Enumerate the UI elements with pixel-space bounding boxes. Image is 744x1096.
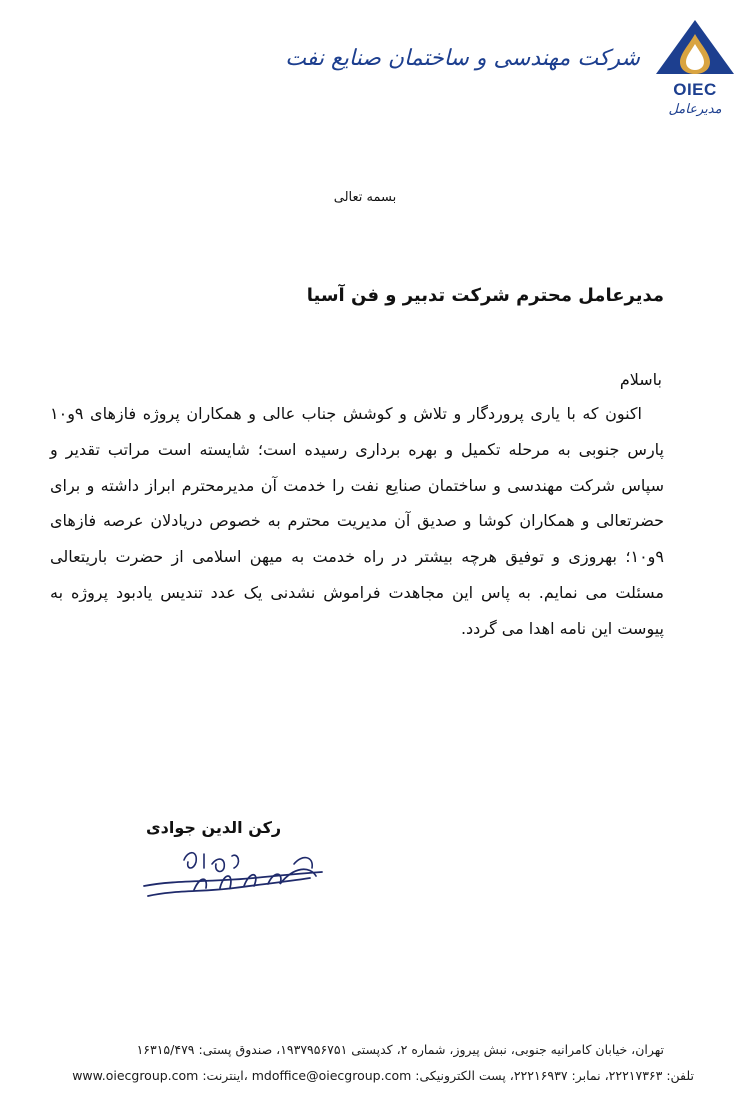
footer-contact: تلفن: ۲۲۲۱۷۳۶۳، نمابر: ۲۲۲۱۶۹۳۷، پست الکترونیکی: mdoffice@oiecgroup.com ،اینترنت: www.oiecgroup.com (72, 1068, 694, 1083)
logo-subtitle: مدیرعامل (668, 102, 722, 117)
recipient-line: مدیرعامل محترم شرکت تدبیر و فن آسیا (306, 285, 664, 306)
handwritten-signature (134, 842, 334, 916)
company-logo (652, 16, 738, 126)
logo-text: OIEC (673, 80, 717, 99)
footer-address: تهران، خیابان کامرانیه جنوبی، نبش پیروز، شماره ۲، کدپستی ۱۹۳۷۹۵۶۷۵۱، صندوق پستی: ۱۶۳۱۵/۴۷۹ (136, 1042, 664, 1057)
salutation: باسلام (619, 370, 662, 389)
bismillah-heading: بسمه تعالی (333, 190, 397, 205)
company-name: شرکت مهندسی و ساختمان صنایع نفت (285, 46, 640, 71)
letter-body (50, 396, 664, 647)
signer-name: رکن الدین جوادی (146, 818, 282, 837)
logo-emblem-icon (652, 16, 738, 82)
letter-body-text: اکنون که با یاری پروردگار و تلاش و کوشش جناب عالی و همکاران پروژه فازهای ۹و۱۰ پارس جنوبی به مرحله تکمیل و بهره برداری رسیده است؛ شایسته است مراتب تقدیر و سپاس شرکت مهندسی و ساختمان صنایع نفت را خدمت آن مدیرمحترم ابراز داشته و برای حضرتعالی و همکاران کوشا و صدیق آن مدیریت محترم به خصوص دریادلان عرصه فازهای ۹و۱۰؛ بهروزی و توفیق هرچه بیشتر در راه خدمت به میهن اسلامی از حضرت باریتعالی مسئلت می نمایم. به پاس این مجاهدت فراموش نشدنی یک عدد تندیس یادبود پروژه به پیوست این نامه اهدا می گردد. (50, 404, 664, 638)
